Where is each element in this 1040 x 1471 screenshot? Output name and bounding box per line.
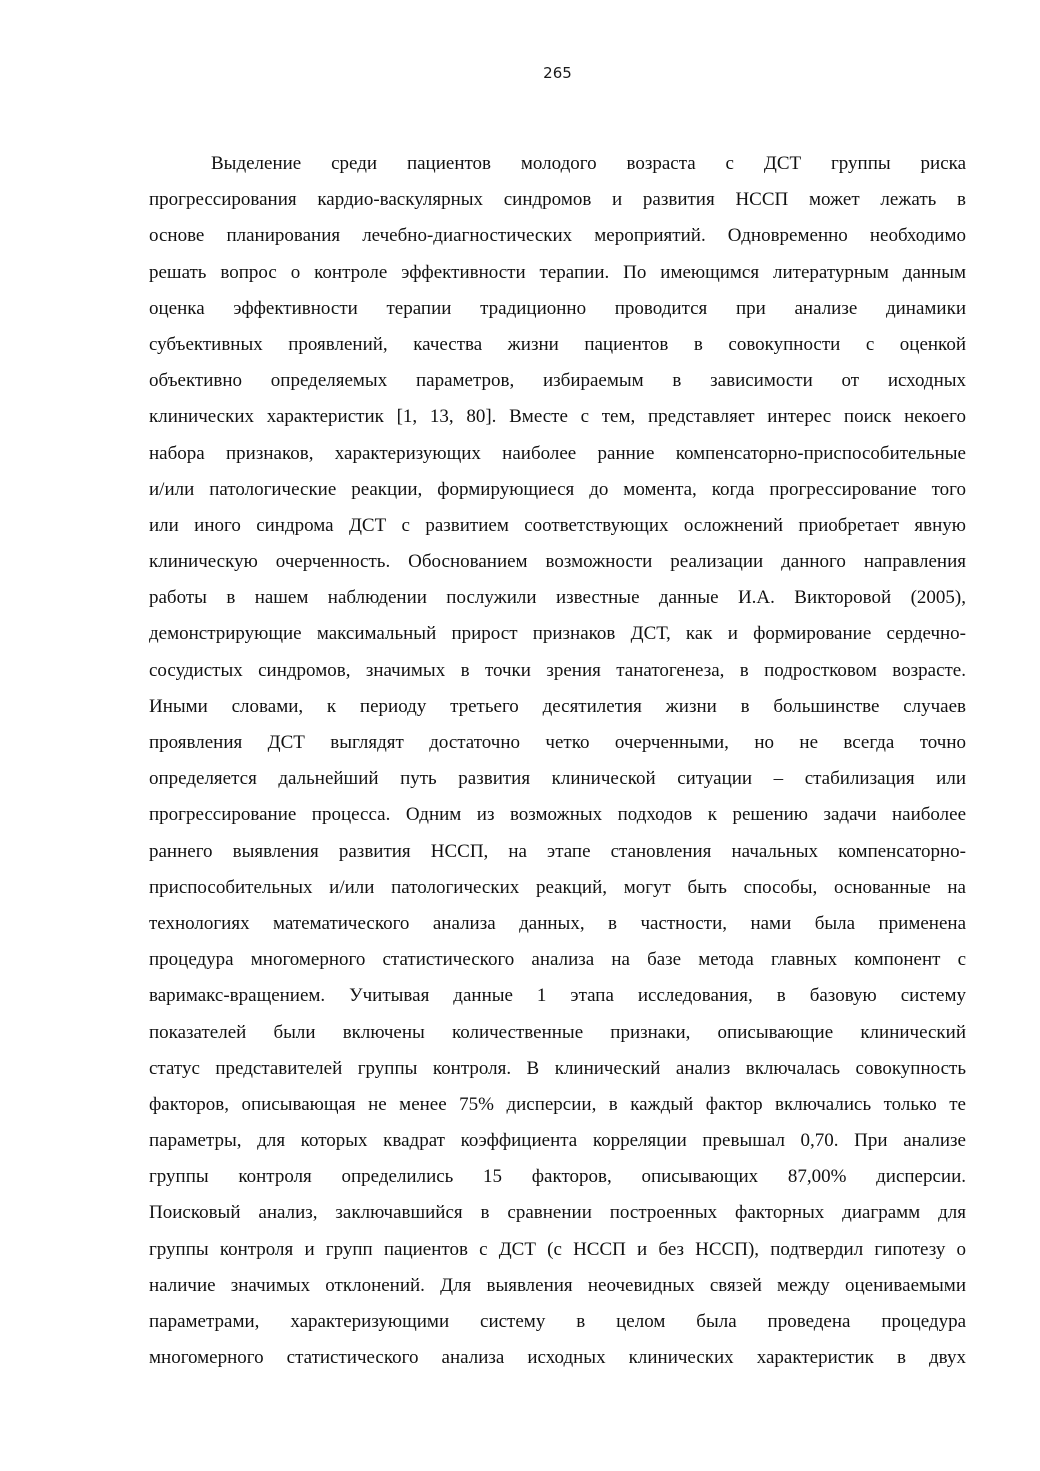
text-line: набора признаков, характеризующих наиболее ранние компенсаторно-приспособительные [149, 442, 966, 464]
text-line: факторов, описывающая не менее 75% дисперсии, в каждый фактор включались только те [149, 1093, 966, 1115]
text-line: решать вопрос о контроле эффективности терапии. По имеющимся литературным данным [149, 261, 966, 283]
text-line: и/или патологические реакции, формирующиеся до момента, когда прогрессирование того [149, 478, 966, 500]
text-line: демонстрирующие максимальный прирост признаков ДСТ, как и формирование сердечно- [149, 623, 966, 645]
text-line: клиническую очерченность. Обоснованием возможности реализации данного направления [149, 551, 966, 573]
text-line: группы контроля определились 15 факторов, описывающих 87,00% дисперсии. [149, 1166, 966, 1188]
page-number: 265 [543, 64, 572, 82]
text-line: варимакс-вращением. Учитывая данные 1 этапа исследования, в базовую систему [149, 985, 966, 1007]
text-line: основе планирования лечебно-диагностических мероприятий. Одновременно необходимо [149, 225, 966, 247]
text-line: показателей были включены количественные признаки, описывающие клинический [149, 1021, 966, 1043]
text-line: сосудистых синдромов, значимых в точки зрения танатогенеза, в подростковом возрасте. [149, 659, 966, 681]
text-line: группы контроля и групп пациентов с ДСТ (с НССП и без НССП), подтвердил гипотезу о [149, 1238, 966, 1260]
text-line: раннего выявления развития НССП, на этапе становления начальных компенсаторно- [149, 840, 966, 862]
text-line: технологиях математического анализа данных, в частности, нами была применена [149, 912, 966, 934]
text-line: или иного синдрома ДСТ с развитием соответствующих осложнений приобретает явную [149, 514, 966, 536]
text-line: Выделение среди пациентов молодого возраста с ДСТ группы риска [211, 153, 966, 174]
body-paragraph [149, 146, 966, 1376]
text-line: оценка эффективности терапии традиционно проводится при анализе динамики [149, 297, 966, 319]
text-line: субъективных проявлений, качества жизни пациентов в совокупности с оценкой [149, 333, 966, 355]
text-line: наличие значимых отклонений. Для выявления неочевидных связей между оцениваемыми [149, 1274, 966, 1296]
text-line: определяется дальнейший путь развития клинической ситуации – стабилизация или [149, 768, 966, 790]
text-line: объективно определяемых параметров, избираемым в зависимости от исходных [149, 370, 966, 392]
text-line: параметры, для которых квадрат коэффициента корреляции превышал 0,70. При анализе [149, 1130, 966, 1152]
text-line: приспособительных и/или патологических реакций, могут быть способы, основанные на [149, 876, 966, 898]
text-line: Поисковый анализ, заключавшийся в сравнении построенных факторных диаграмм для [149, 1202, 966, 1224]
text-line: прогрессирование процесса. Одним из возможных подходов к решению задачи наиболее [149, 804, 966, 826]
text-line: прогрессирования кардио-васкулярных синдромов и развития НССП может лежать в [149, 189, 966, 211]
text-line: статус представителей группы контроля. В клинический анализ включалась совокупность [149, 1057, 966, 1079]
text-line: процедура многомерного статистического анализа на базе метода главных компонент с [149, 949, 966, 971]
text-line: клинических характеристик [1, 13, 80]. Вместе с тем, представляет интерес поиск некоего [149, 406, 966, 428]
text-line: Иными словами, к периоду третьего десятилетия жизни в большинстве случаев [149, 695, 966, 717]
text-line: многомерного статистического анализа исходных клинических характеристик в двух [149, 1347, 966, 1369]
text-line: проявления ДСТ выглядят достаточно четко очерченными, но не всегда точно [149, 732, 966, 753]
text-line: параметрами, характеризующими систему в целом была проведена процедура [149, 1311, 966, 1332]
text-line: работы в нашем наблюдении послужили известные данные И.А. Викторовой (2005), [149, 587, 966, 609]
